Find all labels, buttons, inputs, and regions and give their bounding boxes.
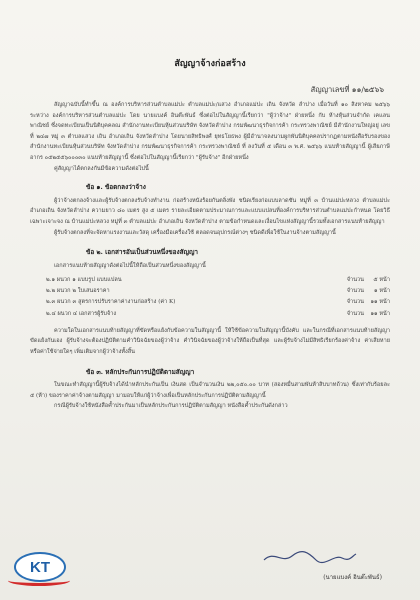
attachment-unit: จำนวน bbox=[346, 299, 364, 306]
list-item bbox=[30, 274, 390, 285]
attachment-pages: ๕ หน้า bbox=[373, 276, 390, 283]
clause-1-paragraph-2: ผู้รับจ้างตกลงที่จะจัดหาแรงงานและวัสดุ เครื่องมือเครื่องใช้ ตลอดจนอุปกรณ์ต่างๆ ชนิดดีเพื่อใช้ในงานจ้างตามสัญญานี้ bbox=[54, 229, 336, 236]
preamble-paragraph: สัญญาฉบับนี้ทำขึ้น ณ องค์การบริหารส่วนตำบลแม่ปะ ตำบลแม่ปะ/แสวง อำเภอแม่ปะ เถิน จังหวัด ลำปาง เมื่อวันที่ ๑๐ สิงหาคม ๒๕๖๖ ระหว่าง องค์การบริหารส่วนตำบลแม่ปะ โดย นายแบงค์ อินต๊ะพันธ์ ซึ่งต่อไปในสัญญานี้เรียกว่า "ผู้ว่าจ้าง" ฝ่ายหนึ่ง กับ ห้างหุ้นส่วนจำกัด เคแลนพาณิชย์ ซึ่งจดทะเบียนเป็นนิติบุคคลณ สำนักงานทะเบียนหุ้นส่วนบริษัท จังหวัดลำปาง กรมพัฒนาธุรกิจการค้า กระทรวงพาณิชย์ มีสำนักงานใหญ่อยู่ เลขที่ ๒๔๗ หมู่ ๓ ตำบลแสวง เถิน อำเภอเถิน จังหวัดลำปาง โดยนายสิทธิพงศ์ ยุทธโยธพง ผู้มีอำนาจลงนามผูกพันนิติบุคคลปรากฏตามหนังสือรับรองของ สำนักงานทะเบียนหุ้นส่วนบริษัท จังหวัดลำปาง กรมพัฒนาธุรกิจการค้า กระทรวงพาณิชย์ ที่ ลงวันที่ ๕ เดือน ๓ พ.ศ. ๒๕๖๖ แนบท้ายสัญญานี้ ผู้เสียภาษีอากร ๐๕๒๕๕๖๐๐๐๓๐ แนบท้ายสัญญานี้ ซึ่งต่อไปในสัญญานี้เรียกว่า "ผู้รับจ้าง" อีกฝ่ายหนึ่ง bbox=[30, 102, 390, 161]
attachment-name: ๒.๔ ผนวก ๔ เอกสารผู้รับจ้าง bbox=[46, 310, 117, 317]
attachment-name: ๒.๓ ผนวก ๓ สูตรการปรับราคาค่างานก่อสร้าง (ค่า K) bbox=[46, 299, 176, 306]
clause-1-paragraph-1: ผู้ว่าจ้างตกลงจ้างและผู้รับจ้างตกลงรับจ้างทำงาน ก่อสร้างหนังร้อยกันตลิ่งพัง ชนิดเรียงก่อแบบลาดชัน หมู่ที่ ๓ บ้านแม่ปะหลวง ตำบลแม่ปะ อำเภอเถิน จังหวัดลำปาง ความยาว ๘๐ เมตร สูง ๕ เมตร รายละเอียดตามประมาณการและแบบแปลนที่องค์การบริหารส่วนตำบลแม่ปะกำหนด โดยวิธีเฉพาะเจาะจง ณ บ้านแม่ปะหลวง หมู่ที่ ๓ ตำบลแม่ปะ อำเภอเถิน จังหวัดลำปาง ตามข้อกำหนดและเงื่อนไขแห่งสัญญานี้รวมทั้งเอกสารแนบท้ายสัญญา bbox=[30, 197, 390, 225]
clause-2-intro: เอกสารแนบท้ายสัญญาดังต่อไปนี้ให้ถือเป็นส่วนหนึ่งของสัญญานี้ bbox=[54, 262, 206, 269]
clause-3-paragraph-1: ในขณะทำสัญญานี้ผู้รับจ้างได้นำหลักประกันเป็น เงินสด เป็นจำนวนเงิน ๒๒,๐๕๐.๐๐ บาท (สองหมื่นสามพันห้าสิบบาทถ้วน) ซึ่งเท่ากับร้อยละ ๕ (ห้า) ของราคาค่าจ้างตามสัญญา มามอบให้แก่ผู้ว่าจ้างเพื่อเป็นหลักประกันการปฏิบัติตามสัญญานี้ bbox=[30, 382, 390, 399]
attachment-unit: จำนวน bbox=[346, 310, 364, 317]
attachment-name: ๒.๒ ผนวก ๒ ใบเสนอราคา bbox=[46, 288, 110, 295]
clause-3-paragraph-2: กรณีผู้รับจ้างใช้หนังสือค้ำประกันมาเป็นหลักประกันการปฏิบัติตามสัญญา หนังสือค้ำประกันดังกล่าว bbox=[54, 403, 288, 410]
contract-number: สัญญาเลขที่ ๑๑/๒๕๖๖ bbox=[310, 85, 384, 94]
list-item bbox=[30, 297, 390, 308]
clause-2-paragraph: ความใดในเอกสารแนบท้ายสัญญาที่ขัดหรือแย้งกับข้อความในสัญญานี้ ให้ใช้ข้อความในสัญญานี้บังคับ และในกรณีที่เอกสารแนบท้ายสัญญาขัดแย้งกันเอง ผู้รับจ้างจะต้องปฏิบัติตามคำวินิจฉัยของผู้ว่าจ้าง คำวินิจฉัยของผู้ว่าจ้างให้ถือเป็นที่สุด และผู้รับจ้างไม่มีสิทธิเรียกร้องค่าจ้าง ค่าเสียหายหรือค่าใช้จ่ายใดๆ เพิ่มเติมจากผู้ว่าจ้างทั้งสิ้น bbox=[30, 327, 390, 356]
list-item bbox=[30, 286, 390, 297]
company-logo: KT bbox=[14, 552, 66, 582]
signature-scribble bbox=[260, 548, 360, 566]
agreement-line: คู่สัญญาได้ตกลงกันมีข้อความดังต่อไปนี้ bbox=[54, 165, 149, 172]
clause-3-heading: ข้อ ๓. หลักประกันการปฏิบัติตามสัญญา bbox=[86, 367, 195, 376]
attachment-pages: ๑๑ หน้า bbox=[370, 310, 390, 317]
attachment-unit: จำนวน bbox=[346, 288, 364, 295]
attachment-pages: ๑๑ หน้า bbox=[370, 299, 390, 306]
document-body bbox=[30, 100, 390, 412]
attachment-unit: จำนวน bbox=[346, 276, 364, 283]
document-title: สัญญาจ้างก่อสร้าง bbox=[174, 59, 246, 69]
attachment-list bbox=[30, 274, 390, 320]
signatory-name: (นายแบงค์ อินต๊ะพันธ์) bbox=[323, 574, 382, 581]
attachment-pages: ๑ หน้า bbox=[374, 288, 390, 295]
list-item bbox=[30, 308, 390, 319]
attachment-name: ๒.๑ ผนวก ๑ แบบรูป แบบแปลน bbox=[46, 276, 122, 283]
clause-2-heading: ข้อ ๒. เอกสารอันเป็นส่วนหนึ่งของสัญญา bbox=[86, 248, 198, 257]
clause-1-heading: ข้อ ๑. ข้อตกลงว่าจ้าง bbox=[86, 183, 146, 192]
